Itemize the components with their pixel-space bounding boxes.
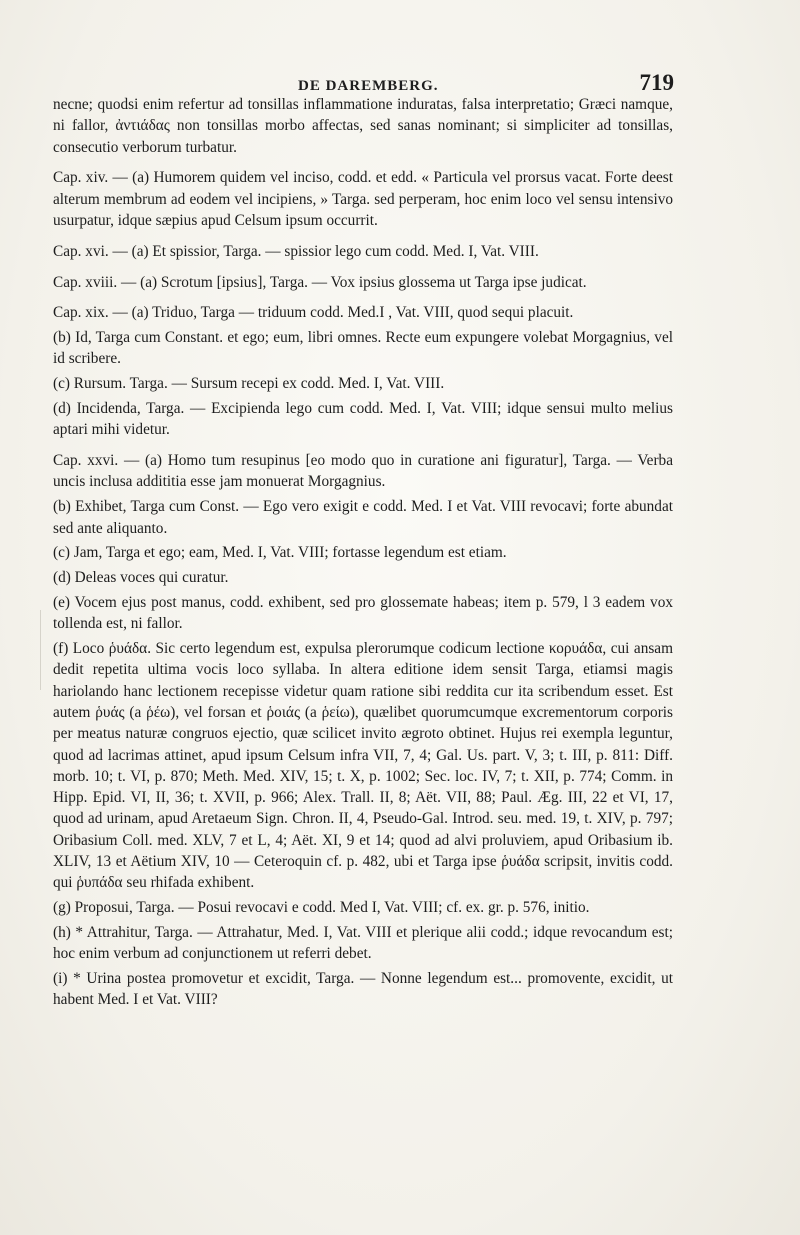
paragraph-continuation: necne; quodsi enim refertur ad tonsillas inflammatione induratas, falsa interpretatio; Græci namque, ni fallor, ἀντιάδας non tonsillas morbo affectas, sed sanas nominant; si simpliciter ad tonsillas, consecutio verborum turbatur. xyxy=(53,96,673,156)
note-cap-xxvi-a: Cap. xxvi. — (a) Homo tum resupinus [eo modo quo in curatione ani figuratur], Targa. — Verba uncis inclusa addititia esse jam monuerat Morgagnius. xyxy=(53,452,673,491)
note-cap-xxvi-c: (c) Jam, Targa et ego; eam, Med. I, Vat. VIII; fortasse legendum est etiam. xyxy=(53,544,507,562)
note-cap-xxvi-g: (g) Proposui, Targa. — Posui revocavi e codd. Med I, Vat. VIII; cf. ex. gr. p. 576, initio. xyxy=(53,899,590,917)
note-cap-xxvi-b: (b) Exhibet, Targa cum Const. — Ego vero exigit e codd. Med. I et Vat. VIII revocavi; forte abundat sed ante aliquanto. xyxy=(53,498,673,537)
body-text xyxy=(53,94,673,1014)
note-cap-xix-c: (c) Rursum. Targa. — Sursum recepi ex codd. Med. I, Vat. VIII. xyxy=(53,375,445,393)
note-cap-xix-b: (b) Id, Targa cum Constant. et ego; eum, libri omnes. Recte eum expungere volebat Morgagnius, vel id scribere. xyxy=(53,329,673,368)
note-cap-xix-d: (d) Incidenda, Targa. — Excipienda lego cum codd. Med. I, Vat. VIII; idque sensui multo melius aptari mihi videtur. xyxy=(53,400,673,439)
note-cap-xix-a: Cap. xix. — (a) Triduo, Targa — triduum codd. Med.I , Vat. VIII, quod sequi placuit. xyxy=(53,304,574,322)
note-cap-xviii-a: Cap. xviii. — (a) Scrotum [ipsius], Targa. — Vox ipsius glossema ut Targa ipse judicat. xyxy=(53,273,587,291)
margin-mark xyxy=(40,610,41,690)
note-cap-xxvi-e: (e) Vocem ejus post manus, codd. exhibent, sed pro glossemate habeas; item p. 579, l 3 eadem vox tollenda est, ni fallor. xyxy=(53,593,673,633)
note-cap-xiv-a: Cap. xiv. — (a) Humorem quidem vel inciso, codd. et edd. « Particula vel prorsus vacat. Forte deest alterum membrum ad eodem vel incipiens, » Targa. sed perperam, hoc enim loco vel sensu intensivo usurpatur, idque sæpius apud Celsum ipsum occurrit. xyxy=(53,169,673,229)
note-cap-xxvi-i: (i) * Urina postea promovetur et excidit, Targa. — Nonne legendum est... promovente, excidit, ut habent Med. I et Vat. VIII? xyxy=(53,969,673,1009)
note-cap-xvi-a: Cap. xvi. — (a) Et spissior, Targa. — spissior lego cum codd. Med. I, Vat. VIII. xyxy=(53,242,539,260)
running-head: DE DAREMBERG. xyxy=(298,78,439,94)
note-cap-xxvi-f: (f) Loco ῥυάδα. Sic certo legendum est, expulsa plerorumque codicum lectione κορυάδα, cui ansam dedit repetita ultima vocis loco syllaba. In altera editione idem sensit Targa, etiamsi magis hariolando hanc lectionem recepisse videtur quam ratione sibi reddita cur ita scribendum esset. Est autem ῥυάς (a ῥέω), vel forsan et ῥοιάς (a ῥείω), quælibet quorumcumque excrementorum corporis per meatus naturæ congruos ejectio, quæ scilicet invito ægroto obtinet. Hujus rei exempla leguntur, quod ad lacrimas attinet, apud ipsum Celsum infra VII, 7, 4; Gal. Us. part. V, 3; t. III, p. 811: Diff. morb. 10; t. VI, p. 870; Meth. Med. XIV, 15; t. X, p. 1002; Sec. loc. IV, 7; t. XII, p. 774; Comm. in Hipp. Epid. VI, II, 36; t. XVII, p. 966; Alex. Trall. II, 8; Aët. VII, 88; Paul. Æg. III, 22 et VI, 17, quod ad urinam, apud Aretaeum Sign. Chron. II, 4, Pseudo-Gal. Introd. seu. med. 19, t. XIV, p. 797; Oribasium Coll. med. XLV, 7 et L, 4; Aët. XI, 9 et 14; quod ad alvi proluviem, apud Oribasium ib. XLIV, 13 et Aëtium XIV, 10 — Ceteroquin cf. p. 482, ubi et Targa ipse ῥυάδα scripsit, invitis codd. qui ῥυπάδα seu rhifada exhibent. xyxy=(53,640,673,892)
note-cap-xxvi-h: (h) * Attrahitur, Targa. — Attrahatur, Med. I, Vat. VIII et plerique alii codd.; idque revocandum est; hoc enim verbum ad conjunctionem ut referri debet. xyxy=(53,923,673,963)
page-number: 719 xyxy=(639,70,674,95)
note-cap-xxvi-d: (d) Deleas voces qui curatur. xyxy=(53,569,229,587)
